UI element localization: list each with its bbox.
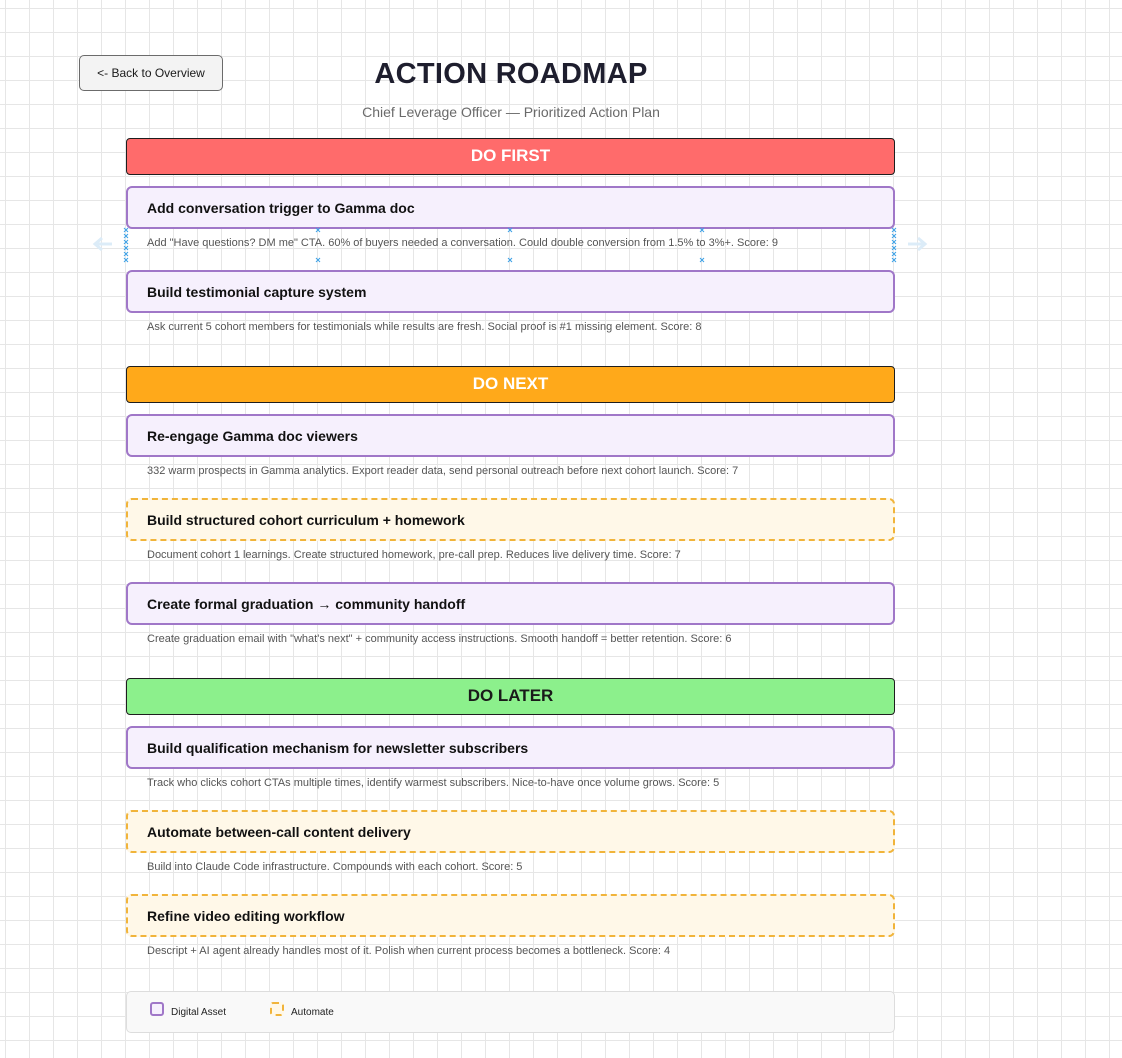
action-card[interactable]: Add conversation trigger to Gamma doc [126, 186, 895, 229]
legend-automate-label: Automate [291, 1007, 334, 1018]
action-description: Document cohort 1 learnings. Create structured homework, pre-call prep. Reduces live delivery time. Score: 7 [147, 549, 681, 561]
selection-arrow-left [95, 238, 112, 250]
page-title: ACTION ROADMAP [374, 58, 648, 90]
action-card[interactable]: Automate between-call content delivery [126, 810, 895, 853]
action-description: Ask current 5 cohort members for testimonials while results are fresh. Social proof is #1 missing element. Score: 8 [147, 321, 702, 333]
section-header-do-first: DO FIRST [126, 138, 895, 175]
legend-automate-swatch [270, 1002, 284, 1016]
action-description: Create graduation email with "what's next" + community access instructions. Smooth handoff = better retention. Score: 6 [147, 633, 732, 645]
action-card[interactable]: Refine video editing workflow [126, 894, 895, 937]
action-card[interactable]: Re-engage Gamma doc viewers [126, 414, 895, 457]
action-description: Add "Have questions? DM me" CTA. 60% of buyers needed a conversation. Could double conversion from 1.5% to 3%+. Score: 9 [147, 237, 778, 249]
selection-arrow-right [908, 238, 925, 250]
action-card[interactable]: Build testimonial capture system [126, 270, 895, 313]
back-to-overview-button[interactable]: <- Back to Overview [79, 55, 223, 91]
page-subtitle: Chief Leverage Officer — Prioritized Action Plan [362, 104, 660, 120]
action-description: Descript + AI agent already handles most of it. Polish when current process becomes a bottleneck. Score: 4 [147, 945, 671, 957]
section-header-do-next: DO NEXT [126, 366, 895, 403]
section-header-do-later: DO LATER [126, 678, 895, 715]
legend-digital-label: Digital Asset [171, 1007, 227, 1018]
action-card[interactable]: Build qualification mechanism for newsletter subscribers [126, 726, 895, 769]
action-description: Track who clicks cohort CTAs multiple times, identify warmest subscribers. Nice-to-have once volume grows. Score: 5 [147, 777, 720, 789]
action-card[interactable]: Build structured cohort curriculum + homework [126, 498, 895, 541]
action-description: 332 warm prospects in Gamma analytics. Export reader data, send personal outreach before next cohort launch. Score: 7 [147, 465, 739, 477]
legend [126, 991, 895, 1033]
legend-digital-swatch [150, 1002, 164, 1016]
action-description: Build into Claude Code infrastructure. Compounds with each cohort. Score: 5 [147, 861, 523, 873]
action-card[interactable]: Create formal graduation → community handoff [126, 582, 895, 625]
